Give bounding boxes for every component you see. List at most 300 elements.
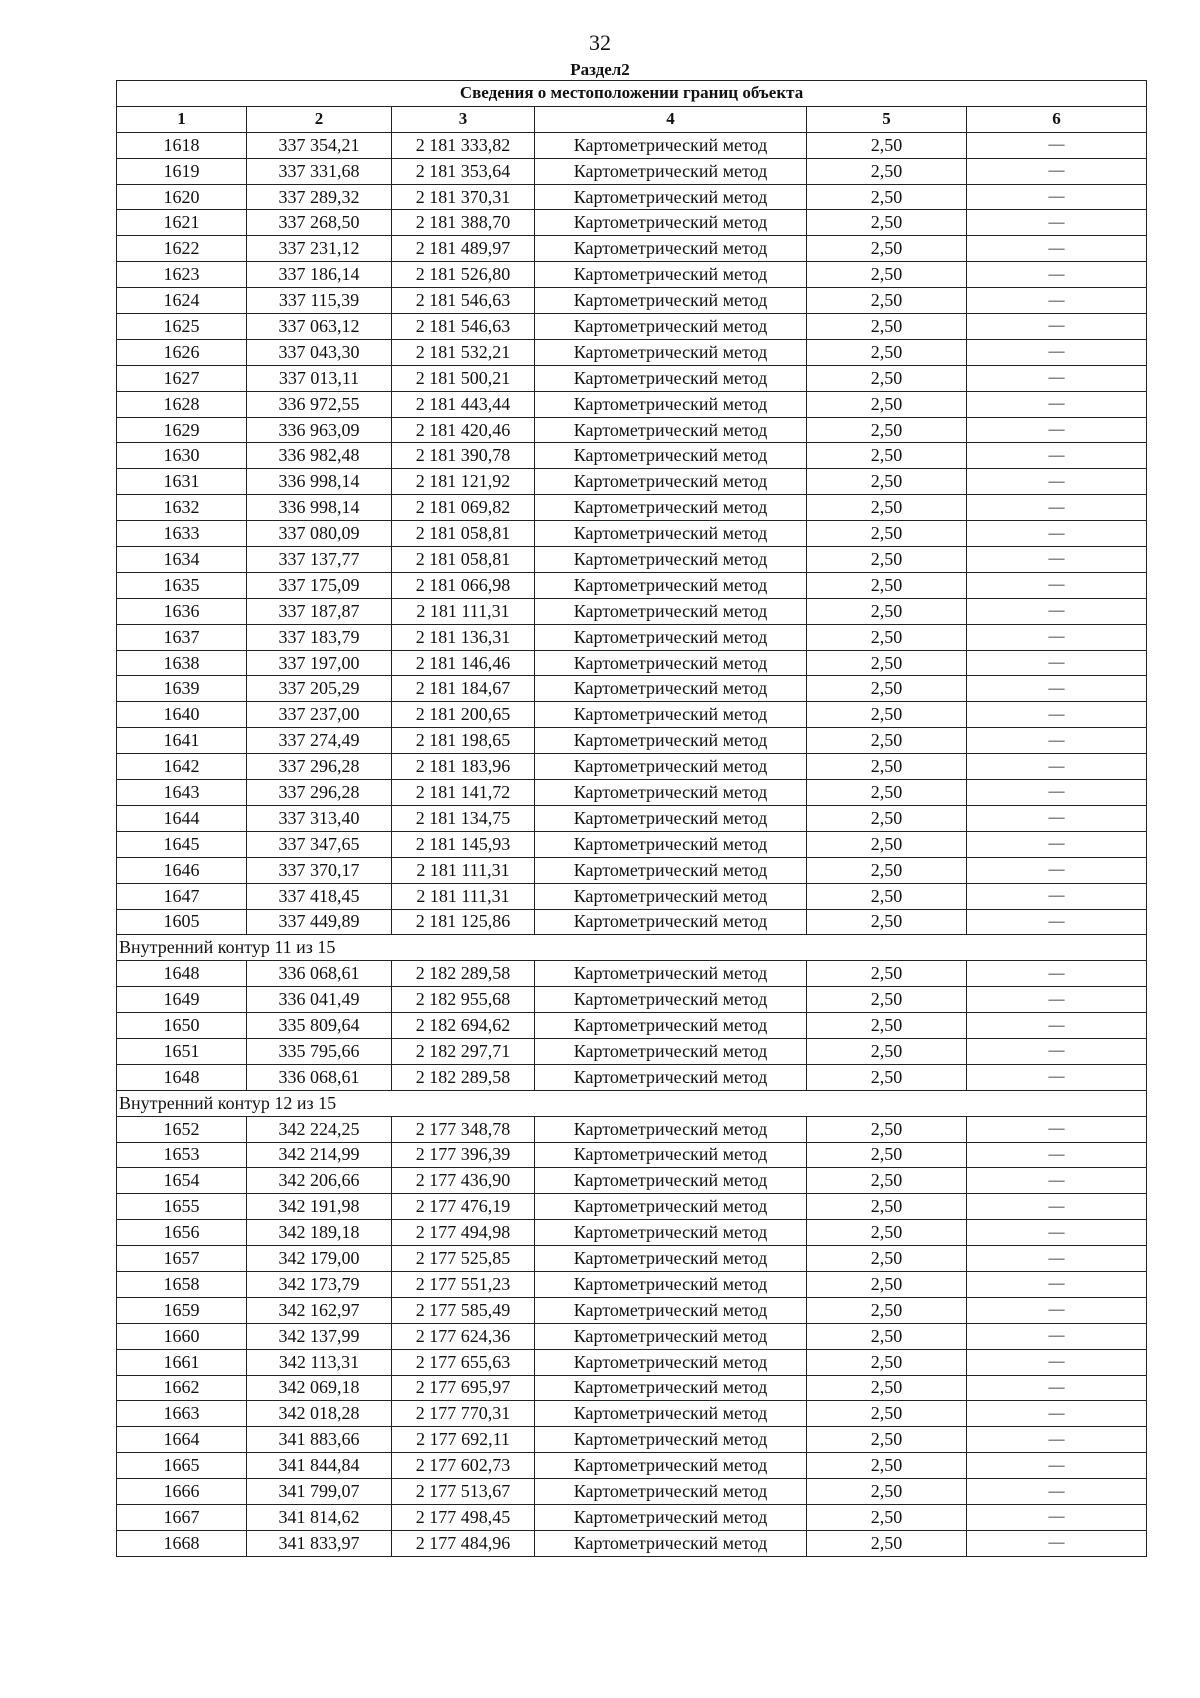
cell-method: Картометрический метод — [535, 598, 807, 624]
table-row — [117, 495, 1147, 521]
cell-accuracy: 2,50 — [807, 831, 967, 857]
cell-coord-y: 2 177 655,63 — [392, 1349, 535, 1375]
table-row — [117, 314, 1147, 340]
cell-description: — — [967, 1479, 1147, 1505]
cell-point-number: 1648 — [117, 1064, 247, 1090]
cell-coord-y: 2 181 066,98 — [392, 572, 535, 598]
cell-point-number: 1630 — [117, 443, 247, 469]
cell-point-number: 1666 — [117, 1479, 247, 1505]
cell-point-number: 1655 — [117, 1194, 247, 1220]
cell-coord-x: 337 175,09 — [247, 572, 392, 598]
cell-description: — — [967, 236, 1147, 262]
cell-description: — — [967, 1168, 1147, 1194]
cell-description: — — [967, 1375, 1147, 1401]
table-row — [117, 1194, 1147, 1220]
cell-description: — — [967, 417, 1147, 443]
cell-description: — — [967, 831, 1147, 857]
cell-coord-y: 2 181 532,21 — [392, 339, 535, 365]
cell-accuracy: 2,50 — [807, 184, 967, 210]
cell-coord-x: 337 013,11 — [247, 365, 392, 391]
cell-coord-y: 2 177 551,23 — [392, 1271, 535, 1297]
cell-point-number: 1639 — [117, 676, 247, 702]
cell-coord-y: 2 177 348,78 — [392, 1116, 535, 1142]
cell-point-number: 1619 — [117, 158, 247, 184]
cell-coord-y: 2 181 184,67 — [392, 676, 535, 702]
cell-accuracy: 2,50 — [807, 1401, 967, 1427]
coordinates-table — [116, 80, 1147, 1557]
table-row — [117, 1401, 1147, 1427]
cell-coord-y: 2 177 494,98 — [392, 1220, 535, 1246]
cell-description: — — [967, 805, 1147, 831]
cell-coord-y: 2 177 525,85 — [392, 1246, 535, 1272]
cell-coord-y: 2 177 602,73 — [392, 1453, 535, 1479]
cell-point-number: 1665 — [117, 1453, 247, 1479]
table-row — [117, 1375, 1147, 1401]
cell-coord-x: 337 137,77 — [247, 547, 392, 573]
cell-coord-x: 342 018,28 — [247, 1401, 392, 1427]
cell-accuracy: 2,50 — [807, 1013, 967, 1039]
cell-method: Картометрический метод — [535, 1297, 807, 1323]
cell-coord-x: 337 449,89 — [247, 909, 392, 935]
cell-method: Картометрический метод — [535, 1323, 807, 1349]
cell-accuracy: 2,50 — [807, 1375, 967, 1401]
cell-method: Картометрический метод — [535, 1401, 807, 1427]
cell-method: Картометрический метод — [535, 288, 807, 314]
table-row — [117, 1479, 1147, 1505]
cell-accuracy: 2,50 — [807, 1504, 967, 1530]
cell-coord-x: 341 814,62 — [247, 1504, 392, 1530]
cell-coord-x: 337 289,32 — [247, 184, 392, 210]
cell-point-number: 1621 — [117, 210, 247, 236]
cell-coord-x: 342 162,97 — [247, 1297, 392, 1323]
cell-method: Картометрический метод — [535, 961, 807, 987]
table-row — [117, 805, 1147, 831]
cell-accuracy: 2,50 — [807, 158, 967, 184]
cell-coord-x: 337 237,00 — [247, 702, 392, 728]
table-row — [117, 1116, 1147, 1142]
table-row — [117, 1064, 1147, 1090]
cell-description: — — [967, 1116, 1147, 1142]
cell-accuracy: 2,50 — [807, 1271, 967, 1297]
cell-point-number: 1668 — [117, 1530, 247, 1556]
cell-coord-x: 342 214,99 — [247, 1142, 392, 1168]
cell-coord-x: 337 043,30 — [247, 339, 392, 365]
cell-coord-x: 337 268,50 — [247, 210, 392, 236]
cell-accuracy: 2,50 — [807, 598, 967, 624]
cell-accuracy: 2,50 — [807, 909, 967, 935]
cell-coord-y: 2 181 500,21 — [392, 365, 535, 391]
cell-coord-y: 2 181 146,46 — [392, 650, 535, 676]
cell-accuracy: 2,50 — [807, 417, 967, 443]
cell-coord-y: 2 181 134,75 — [392, 805, 535, 831]
table-row — [117, 1297, 1147, 1323]
cell-method: Картометрический метод — [535, 1375, 807, 1401]
cell-accuracy: 2,50 — [807, 1220, 967, 1246]
cell-point-number: 1661 — [117, 1349, 247, 1375]
cell-accuracy: 2,50 — [807, 883, 967, 909]
cell-description: — — [967, 909, 1147, 935]
cell-method: Картометрический метод — [535, 624, 807, 650]
table-row — [117, 1142, 1147, 1168]
cell-coord-y: 2 182 694,62 — [392, 1013, 535, 1039]
cell-description: — — [967, 598, 1147, 624]
cell-coord-x: 342 189,18 — [247, 1220, 392, 1246]
table-row — [117, 391, 1147, 417]
table-row — [117, 365, 1147, 391]
cell-point-number: 1659 — [117, 1297, 247, 1323]
cell-method: Картометрический метод — [535, 339, 807, 365]
cell-description: — — [967, 676, 1147, 702]
cell-coord-y: 2 181 546,63 — [392, 314, 535, 340]
cell-description: — — [967, 1194, 1147, 1220]
table-row — [117, 1323, 1147, 1349]
cell-coord-x: 337 205,29 — [247, 676, 392, 702]
cell-coord-y: 2 182 289,58 — [392, 1064, 535, 1090]
cell-method: Картометрический метод — [535, 676, 807, 702]
cell-coord-x: 342 069,18 — [247, 1375, 392, 1401]
cell-accuracy: 2,50 — [807, 1530, 967, 1556]
cell-accuracy: 2,50 — [807, 521, 967, 547]
cell-method: Картометрический метод — [535, 210, 807, 236]
cell-method: Картометрический метод — [535, 1530, 807, 1556]
cell-accuracy: 2,50 — [807, 443, 967, 469]
cell-description: — — [967, 158, 1147, 184]
cell-point-number: 1622 — [117, 236, 247, 262]
cell-method: Картометрический метод — [535, 702, 807, 728]
cell-coord-y: 2 177 695,97 — [392, 1375, 535, 1401]
cell-point-number: 1645 — [117, 831, 247, 857]
table-row — [117, 1271, 1147, 1297]
cell-accuracy: 2,50 — [807, 676, 967, 702]
cell-coord-y: 2 177 692,11 — [392, 1427, 535, 1453]
table-row — [117, 1220, 1147, 1246]
cell-description: — — [967, 547, 1147, 573]
cell-coord-y: 2 177 513,67 — [392, 1479, 535, 1505]
cell-description: — — [967, 1142, 1147, 1168]
cell-method: Картометрический метод — [535, 754, 807, 780]
cell-method: Картометрический метод — [535, 262, 807, 288]
cell-description: — — [967, 624, 1147, 650]
contour-label: Внутренний контур 11 из 15 — [117, 935, 1147, 961]
cell-point-number: 1635 — [117, 572, 247, 598]
cell-accuracy: 2,50 — [807, 624, 967, 650]
cell-coord-x: 342 113,31 — [247, 1349, 392, 1375]
cell-point-number: 1605 — [117, 909, 247, 935]
cell-point-number: 1620 — [117, 184, 247, 210]
cell-accuracy: 2,50 — [807, 1246, 967, 1272]
cell-coord-y: 2 181 111,31 — [392, 598, 535, 624]
cell-point-number: 1663 — [117, 1401, 247, 1427]
cell-point-number: 1640 — [117, 702, 247, 728]
cell-coord-x: 337 183,79 — [247, 624, 392, 650]
table-row — [117, 184, 1147, 210]
cell-method: Картометрический метод — [535, 132, 807, 158]
cell-method: Картометрический метод — [535, 1220, 807, 1246]
cell-coord-y: 2 181 141,72 — [392, 780, 535, 806]
cell-accuracy: 2,50 — [807, 469, 967, 495]
cell-coord-y: 2 177 498,45 — [392, 1504, 535, 1530]
cell-coord-y: 2 177 770,31 — [392, 1401, 535, 1427]
cell-coord-x: 337 080,09 — [247, 521, 392, 547]
table-row — [117, 262, 1147, 288]
cell-description: — — [967, 365, 1147, 391]
cell-coord-y: 2 181 333,82 — [392, 132, 535, 158]
cell-description: — — [967, 443, 1147, 469]
table-row — [117, 236, 1147, 262]
cell-accuracy: 2,50 — [807, 1064, 967, 1090]
cell-point-number: 1657 — [117, 1246, 247, 1272]
table-row — [117, 521, 1147, 547]
cell-accuracy: 2,50 — [807, 1427, 967, 1453]
cell-coord-x: 337 347,65 — [247, 831, 392, 857]
cell-coord-y: 2 181 121,92 — [392, 469, 535, 495]
cell-coord-x: 337 063,12 — [247, 314, 392, 340]
page-number: 32 — [589, 30, 611, 55]
cell-description: — — [967, 961, 1147, 987]
cell-coord-y: 2 177 476,19 — [392, 1194, 535, 1220]
cell-coord-x: 337 115,39 — [247, 288, 392, 314]
section-title: Раздел2 — [570, 60, 630, 79]
cell-description: — — [967, 857, 1147, 883]
cell-accuracy: 2,50 — [807, 236, 967, 262]
cell-coord-y: 2 181 546,63 — [392, 288, 535, 314]
table-row — [117, 1453, 1147, 1479]
cell-method: Картометрический метод — [535, 314, 807, 340]
table-row — [117, 417, 1147, 443]
cell-method: Картометрический метод — [535, 1504, 807, 1530]
cell-accuracy: 2,50 — [807, 754, 967, 780]
cell-method: Картометрический метод — [535, 987, 807, 1013]
table-row — [117, 210, 1147, 236]
cell-point-number: 1628 — [117, 391, 247, 417]
cell-coord-x: 337 296,28 — [247, 754, 392, 780]
cell-point-number: 1660 — [117, 1323, 247, 1349]
column-header-row — [117, 106, 1147, 132]
cell-accuracy: 2,50 — [807, 857, 967, 883]
cell-coord-x: 337 370,17 — [247, 857, 392, 883]
table-row — [117, 961, 1147, 987]
cell-point-number: 1656 — [117, 1220, 247, 1246]
cell-accuracy: 2,50 — [807, 1323, 967, 1349]
cell-method: Картометрический метод — [535, 1271, 807, 1297]
cell-accuracy: 2,50 — [807, 365, 967, 391]
cell-coord-x: 337 354,21 — [247, 132, 392, 158]
cell-accuracy: 2,50 — [807, 961, 967, 987]
cell-coord-y: 2 181 200,65 — [392, 702, 535, 728]
cell-point-number: 1638 — [117, 650, 247, 676]
cell-accuracy: 2,50 — [807, 1349, 967, 1375]
cell-coord-x: 341 844,84 — [247, 1453, 392, 1479]
cell-point-number: 1649 — [117, 987, 247, 1013]
cell-accuracy: 2,50 — [807, 1116, 967, 1142]
cell-coord-y: 2 181 111,31 — [392, 857, 535, 883]
cell-coord-x: 337 186,14 — [247, 262, 392, 288]
cell-coord-y: 2 177 436,90 — [392, 1168, 535, 1194]
cell-coord-y: 2 182 289,58 — [392, 961, 535, 987]
cell-description: — — [967, 1530, 1147, 1556]
table-row — [117, 883, 1147, 909]
table-row — [117, 1038, 1147, 1064]
cell-accuracy: 2,50 — [807, 547, 967, 573]
cell-accuracy: 2,50 — [807, 1038, 967, 1064]
cell-coord-x: 336 068,61 — [247, 1064, 392, 1090]
table-row — [117, 624, 1147, 650]
cell-description: — — [967, 1246, 1147, 1272]
table-row — [117, 1427, 1147, 1453]
table-row — [117, 339, 1147, 365]
cell-point-number: 1618 — [117, 132, 247, 158]
cell-point-number: 1626 — [117, 339, 247, 365]
cell-coord-y: 2 181 443,44 — [392, 391, 535, 417]
cell-description: — — [967, 987, 1147, 1013]
cell-method: Картометрический метод — [535, 495, 807, 521]
table-caption-row — [117, 81, 1147, 107]
cell-coord-y: 2 181 198,65 — [392, 728, 535, 754]
cell-coord-x: 336 998,14 — [247, 495, 392, 521]
cell-accuracy: 2,50 — [807, 1453, 967, 1479]
cell-coord-x: 341 833,97 — [247, 1530, 392, 1556]
cell-coord-y: 2 181 125,86 — [392, 909, 535, 935]
cell-method: Картометрический метод — [535, 184, 807, 210]
cell-coord-y: 2 181 058,81 — [392, 547, 535, 573]
cell-point-number: 1625 — [117, 314, 247, 340]
cell-description: — — [967, 1220, 1147, 1246]
cell-point-number: 1636 — [117, 598, 247, 624]
table-row — [117, 1168, 1147, 1194]
cell-coord-x: 336 963,09 — [247, 417, 392, 443]
cell-coord-y: 2 181 183,96 — [392, 754, 535, 780]
cell-coord-x: 337 197,00 — [247, 650, 392, 676]
cell-method: Картометрический метод — [535, 650, 807, 676]
column-header-1: 1 — [117, 106, 247, 132]
cell-coord-x: 336 041,49 — [247, 987, 392, 1013]
cell-coord-x: 337 231,12 — [247, 236, 392, 262]
cell-point-number: 1652 — [117, 1116, 247, 1142]
cell-point-number: 1667 — [117, 1504, 247, 1530]
table-row — [117, 1530, 1147, 1556]
table-row — [117, 676, 1147, 702]
table-row — [117, 1504, 1147, 1530]
cell-method: Картометрический метод — [535, 1479, 807, 1505]
cell-accuracy: 2,50 — [807, 1168, 967, 1194]
cell-coord-x: 342 137,99 — [247, 1323, 392, 1349]
cell-method: Картометрический метод — [535, 1116, 807, 1142]
cell-description: — — [967, 1271, 1147, 1297]
cell-point-number: 1651 — [117, 1038, 247, 1064]
cell-description: — — [967, 572, 1147, 598]
column-header-3: 3 — [392, 106, 535, 132]
table-row — [117, 443, 1147, 469]
column-header-4: 4 — [535, 106, 807, 132]
cell-coord-x: 342 191,98 — [247, 1194, 392, 1220]
cell-description: — — [967, 728, 1147, 754]
cell-point-number: 1624 — [117, 288, 247, 314]
cell-method: Картометрический метод — [535, 1142, 807, 1168]
cell-method: Картометрический метод — [535, 365, 807, 391]
cell-description: — — [967, 1013, 1147, 1039]
cell-description: — — [967, 288, 1147, 314]
cell-accuracy: 2,50 — [807, 987, 967, 1013]
cell-description: — — [967, 184, 1147, 210]
table-row — [117, 1349, 1147, 1375]
cell-method: Картометрический метод — [535, 1194, 807, 1220]
cell-coord-x: 336 998,14 — [247, 469, 392, 495]
cell-description: — — [967, 132, 1147, 158]
cell-point-number: 1664 — [117, 1427, 247, 1453]
cell-description: — — [967, 1038, 1147, 1064]
cell-method: Картометрический метод — [535, 831, 807, 857]
table-row — [117, 987, 1147, 1013]
cell-point-number: 1627 — [117, 365, 247, 391]
cell-coord-y: 2 181 145,93 — [392, 831, 535, 857]
contour-label: Внутренний контур 12 из 15 — [117, 1090, 1147, 1116]
cell-description: — — [967, 1064, 1147, 1090]
cell-description: — — [967, 1453, 1147, 1479]
cell-accuracy: 2,50 — [807, 702, 967, 728]
cell-method: Картометрический метод — [535, 728, 807, 754]
table-body — [117, 132, 1147, 1556]
cell-coord-y: 2 177 585,49 — [392, 1297, 535, 1323]
cell-description: — — [967, 210, 1147, 236]
cell-method: Картометрический метод — [535, 1453, 807, 1479]
cell-coord-y: 2 181 390,78 — [392, 443, 535, 469]
cell-method: Картометрический метод — [535, 1013, 807, 1039]
cell-point-number: 1629 — [117, 417, 247, 443]
cell-method: Картометрический метод — [535, 883, 807, 909]
cell-method: Картометрический метод — [535, 417, 807, 443]
cell-description: — — [967, 754, 1147, 780]
cell-point-number: 1650 — [117, 1013, 247, 1039]
cell-description: — — [967, 650, 1147, 676]
cell-method: Картометрический метод — [535, 857, 807, 883]
cell-point-number: 1654 — [117, 1168, 247, 1194]
cell-coord-x: 336 068,61 — [247, 961, 392, 987]
cell-description: — — [967, 391, 1147, 417]
cell-description: — — [967, 883, 1147, 909]
cell-description: — — [967, 702, 1147, 728]
cell-accuracy: 2,50 — [807, 391, 967, 417]
cell-coord-x: 335 795,66 — [247, 1038, 392, 1064]
cell-description: — — [967, 1401, 1147, 1427]
cell-coord-y: 2 181 058,81 — [392, 521, 535, 547]
cell-method: Картометрический метод — [535, 1038, 807, 1064]
cell-coord-x: 342 173,79 — [247, 1271, 392, 1297]
cell-coord-x: 337 331,68 — [247, 158, 392, 184]
cell-point-number: 1658 — [117, 1271, 247, 1297]
cell-accuracy: 2,50 — [807, 288, 967, 314]
cell-coord-y: 2 177 484,96 — [392, 1530, 535, 1556]
table-row — [117, 857, 1147, 883]
cell-description: — — [967, 780, 1147, 806]
cell-point-number: 1643 — [117, 780, 247, 806]
column-header-6: 6 — [967, 106, 1147, 132]
cell-coord-y: 2 181 136,31 — [392, 624, 535, 650]
cell-method: Картометрический метод — [535, 158, 807, 184]
cell-point-number: 1646 — [117, 857, 247, 883]
cell-coord-y: 2 181 420,46 — [392, 417, 535, 443]
cell-point-number: 1623 — [117, 262, 247, 288]
cell-accuracy: 2,50 — [807, 728, 967, 754]
column-header-2: 2 — [247, 106, 392, 132]
cell-point-number: 1634 — [117, 547, 247, 573]
cell-method: Картометрический метод — [535, 469, 807, 495]
cell-accuracy: 2,50 — [807, 780, 967, 806]
cell-coord-x: 342 224,25 — [247, 1116, 392, 1142]
cell-accuracy: 2,50 — [807, 650, 967, 676]
cell-coord-x: 341 883,66 — [247, 1427, 392, 1453]
cell-coord-x: 336 972,55 — [247, 391, 392, 417]
cell-description: — — [967, 521, 1147, 547]
